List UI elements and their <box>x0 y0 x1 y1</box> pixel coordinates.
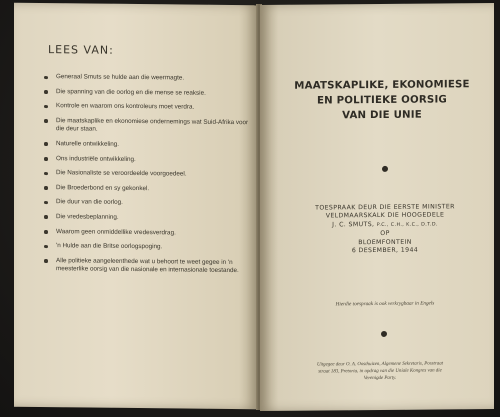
honours-text: P.C., C.H., K.C., D.T.D. <box>376 222 438 228</box>
bullet-icon <box>44 76 48 80</box>
booklet-title <box>284 77 480 124</box>
bullet-icon <box>44 186 48 190</box>
list-item: Die vredesbeplanning. <box>44 213 252 224</box>
bullet-icon <box>44 157 48 161</box>
bullet-icon <box>44 230 48 234</box>
imprint-line: straat 183, Pretoria, in opdrag van die Uniale Kongres van die <box>318 368 442 375</box>
title-line: MAATSKAPLIKE, EKONOMIESE <box>294 79 470 92</box>
title-line: EN POLITIEKE OORSIG <box>317 94 447 107</box>
ornament-dot-icon <box>381 331 387 337</box>
list-item: Generaal Smuts se hulde aan die weermagte. <box>44 73 252 84</box>
bullet-icon <box>44 90 48 94</box>
bullet-icon <box>44 259 48 263</box>
contents-list <box>44 73 252 282</box>
list-item: 'n Hulde aan die Britse oorlogspoging. <box>44 242 252 253</box>
speech-line: 6 DESEMBER, 1944 <box>351 246 419 255</box>
bullet-icon <box>44 201 48 205</box>
imprint-line: Verenigde Party. <box>363 375 397 382</box>
list-item: Naturelle ontwikkeling. <box>44 140 252 151</box>
contents-heading: LEES VAN: <box>48 43 114 57</box>
bullet-icon <box>44 215 48 219</box>
list-item: Alle politieke aangeleenthede wat u behoort te weet gegee in 'n meesterlike oorsig van die nasionale en internasionale toestande. <box>44 257 252 276</box>
speech-line: TOESPRAAK DEUR DIE EERSTE MINISTER <box>315 203 455 212</box>
title-line: VAN DIE UNIE <box>342 109 422 122</box>
speech-line: BLOEMFONTEIN <box>358 238 412 246</box>
bullet-icon <box>44 143 48 147</box>
list-item: Waarom geen onmiddellike vredesverdrag. <box>44 228 252 239</box>
open-booklet <box>14 4 494 410</box>
speech-line: VELDMAARSKALK DIE HOOGEDELE <box>325 211 445 220</box>
list-item: Die maatskaplike en ekonomiese ondernemings wat Suid-Afrika voor die deur staan. <box>44 117 252 136</box>
list-item: Kontrole en waarom ons kontroleurs moet verdra. <box>44 102 252 113</box>
list-item: Ons industriële ontwikkeling. <box>44 155 252 166</box>
list-item: Die spanning van die oorlog en die mense se reaksie. <box>44 88 252 99</box>
speech-line: OP <box>380 230 390 238</box>
list-item: Die Nasionaliste se veroordeelde voorgoedeel. <box>44 169 252 180</box>
bullet-icon <box>44 245 48 249</box>
imprint-line: Uitgegee deur O. A. Oosthuizen, Algemene Sekretaris, Posstraat <box>316 361 444 368</box>
bullet-icon <box>44 105 48 109</box>
list-item: Die Broederbond en sy gekonkel. <box>44 184 252 195</box>
list-item: Die duur van die oorlog. <box>44 198 252 209</box>
publisher-imprint <box>280 360 480 383</box>
translation-note: Hierdie toespraak is ook verkrygbaar in Engels <box>335 300 435 308</box>
right-page <box>260 3 494 411</box>
speech-line-speaker: J. C. SMUTS, P.C., C.H., K.C., D.T.D. <box>332 220 438 229</box>
bullet-icon <box>44 172 48 176</box>
left-page <box>14 3 258 410</box>
speech-details <box>290 203 480 256</box>
ornament-dot-icon <box>382 166 388 172</box>
bullet-icon <box>44 119 48 123</box>
